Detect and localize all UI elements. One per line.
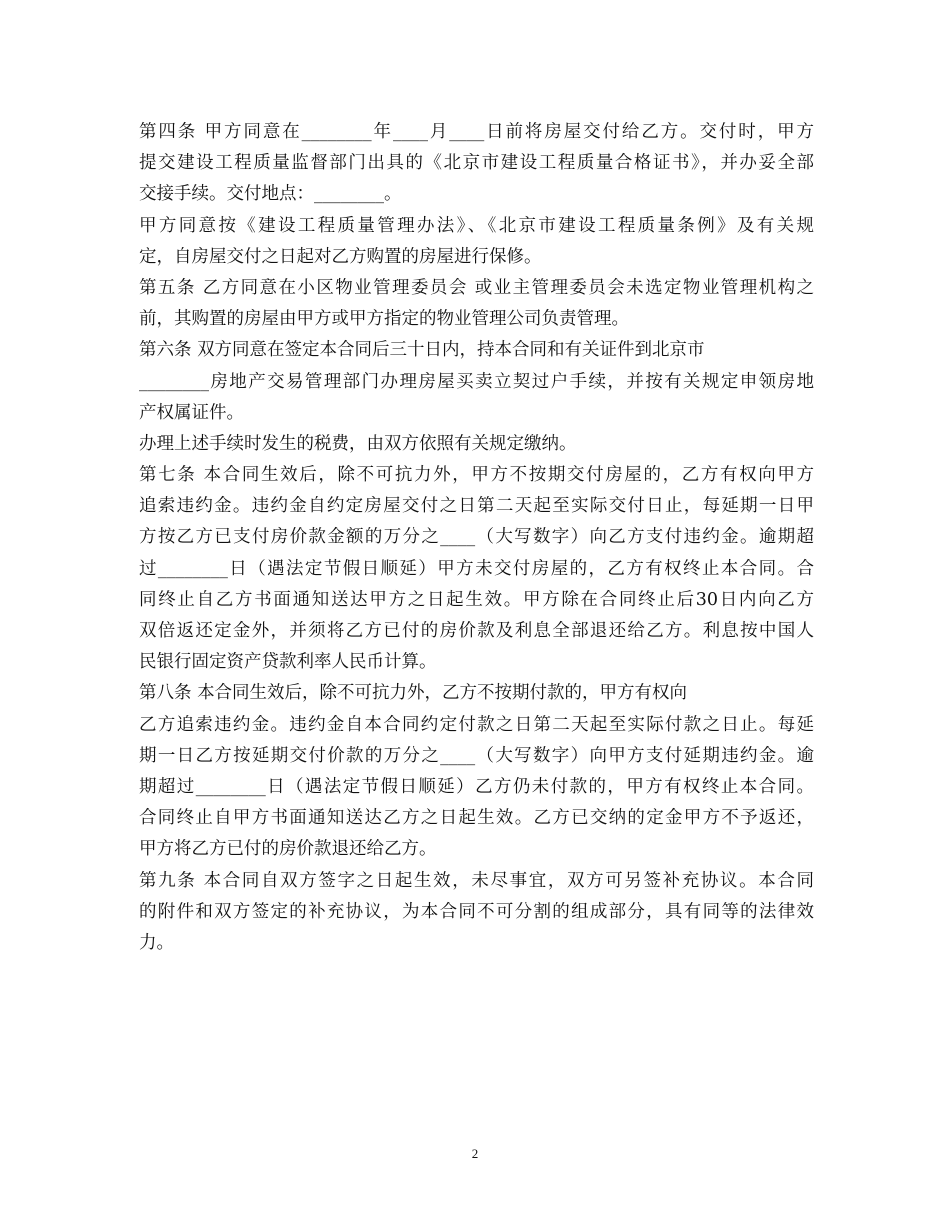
text-line: 追索违约金。违约金自约定房屋交付之日第二天起至实际交付日止，每延期一日甲 bbox=[139, 496, 814, 517]
text-line: 交接手续。交付地点：________。 bbox=[139, 184, 402, 205]
text-line: ________房地产交易管理部门办理房屋买卖立契过户手续，并按有关规定申领房地 bbox=[139, 371, 814, 392]
text-line: 产权属证件。 bbox=[139, 402, 244, 423]
text-line: 提交建设工程质量监督部门出具的《北京市建设工程质量合格证书》，并办妥全部 bbox=[139, 153, 814, 174]
text-line: 力。 bbox=[139, 932, 174, 953]
text-line: 办理上述手续时发生的税费，由双方依照有关规定缴纳。 bbox=[139, 433, 577, 454]
text-line: 的附件和双方签定的补充协议，为本合同不可分割的组成部分，具有同等的法律效 bbox=[139, 901, 814, 922]
text-line: 第九条 本合同自双方签字之日起生效，未尽事宜，双方可另签补充协议。本合同 bbox=[139, 870, 814, 891]
text-line: 乙方追索违约金。违约金自本合同约定付款之日第二天起至实际付款之日止。每延 bbox=[139, 714, 814, 735]
text-line: 期超过________日（遇法定节假日顺延）乙方仍未付款的，甲方有权终止本合同。 bbox=[139, 776, 814, 797]
text-line: 定，自房屋交付之日起对乙方购置的房屋进行保修。 bbox=[139, 246, 542, 267]
text-line: 双倍返还定金外，并须将乙方已付的房价款及利息全部退还给乙方。利息按中国人 bbox=[139, 621, 814, 641]
text-line: 甲方同意按《建设工程质量管理办法》、《北京市建设工程质量条例》及有关规 bbox=[139, 215, 814, 236]
text-line: 第五条 乙方同意在小区物业管理委员会 或业主管理委员会未选定物业管理机构之 bbox=[139, 277, 814, 298]
text-line: 民银行固定资产贷款利率人民币计算。 bbox=[139, 652, 437, 673]
page-number: 2 bbox=[471, 1146, 479, 1161]
text-line: 同终止自乙方书面通知送达甲方之日起生效。甲方除在合同终止后30日内向乙方 bbox=[139, 589, 814, 610]
text-line: 甲方将乙方已付的房价款退还给乙方。 bbox=[139, 839, 437, 860]
text-line: 方按乙方已支付房价款金额的万分之____（大写数字）向乙方支付违约金。逾期超 bbox=[139, 527, 814, 548]
document-body bbox=[139, 117, 814, 959]
text-line: 合同终止自甲方书面通知送达乙方之日起生效。乙方已交纳的定金甲方不予返还， bbox=[139, 808, 814, 829]
text-line: 第四条 甲方同意在________年____月____日前将房屋交付给乙方。交付时，甲方 bbox=[139, 122, 814, 142]
text-line: 第六条 双方同意在签定本合同后三十日内，持本合同和有关证件到北京市 bbox=[139, 340, 705, 361]
text-line: 第七条 本合同生效后，除不可抗力外，甲方不按期交付房屋的，乙方有权向甲方 bbox=[139, 465, 814, 486]
text-line: 过________日（遇法定节假日顺延）甲方未交付房屋的，乙方有权终止本合同。合 bbox=[139, 558, 814, 579]
text-line: 前，其购置的房屋由甲方或甲方指定的物业管理公司负责管理。 bbox=[139, 309, 629, 330]
text-line: 第八条 本合同生效后，除不可抗力外，乙方不按期付款的，甲方有权向 bbox=[139, 683, 688, 704]
text-line: 期一日乙方按延期交付价款的万分之____（大写数字）向甲方支付延期违约金。逾 bbox=[139, 745, 814, 766]
